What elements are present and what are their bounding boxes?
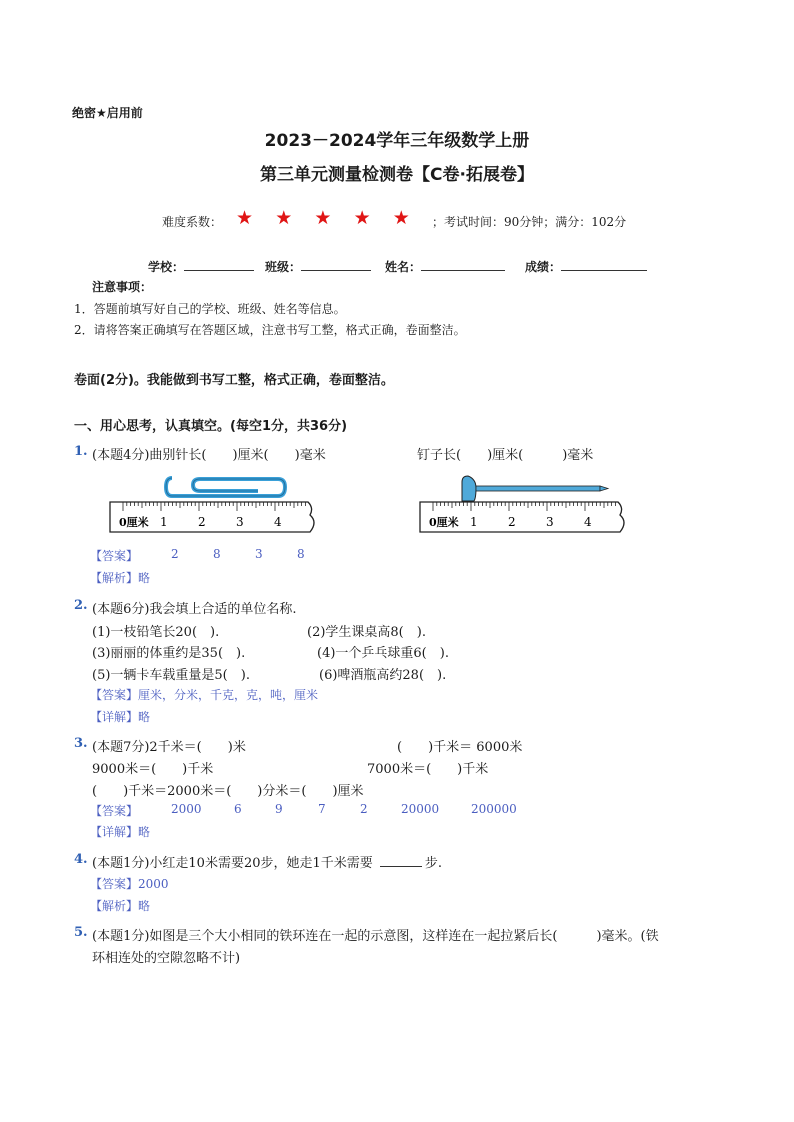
answer-text: 【答案】2000 (90, 877, 169, 891)
q5-text: (本题1分)如图是三个大小相同的铁环连在一起的示意图，这样连在一起拉紧后长( )毫米。(铁 (92, 929, 659, 944)
question-number: 2. (74, 598, 88, 613)
nail-tip (600, 486, 608, 491)
q2-item: (3)丽丽的体重约是35( ). (92, 646, 246, 661)
answer-label: 【答案】 (90, 549, 139, 563)
q5-text: 环相连处的空隙忽略不计) (92, 951, 241, 966)
school-label: 学校： (148, 260, 185, 274)
section-title: 一、用心思考，认真填空。(每空1分，共36分) (74, 419, 348, 434)
analysis-text: 【解析】略 (90, 899, 151, 913)
q2-item: (4)一个乒乓球重6( ). (317, 646, 449, 661)
question-number: 3. (74, 736, 88, 751)
answer-label: 【答案】 (90, 804, 139, 818)
analysis-text: 【解析】略 (90, 571, 151, 585)
class-label: 班级： (265, 260, 302, 274)
q1-text-nail: 钉子长( )厘米( )毫米 (417, 448, 594, 463)
name-label: 姓名： (385, 260, 422, 274)
school-blank[interactable] (184, 257, 254, 271)
ruler-nail-figure (418, 470, 633, 540)
star-icon: ★ (236, 207, 254, 229)
ruler-label: 2 (508, 515, 516, 529)
answer-value: 3 (255, 547, 263, 561)
answer-value: 2000 (171, 802, 202, 816)
q4-text (92, 852, 442, 871)
name-blank[interactable] (421, 257, 505, 271)
q4-blank[interactable] (380, 853, 422, 867)
score-field (525, 257, 647, 275)
notes-item: 1．答题前填写好自己的学校、班级、姓名等信息。 (74, 302, 346, 316)
q2-item: (1)一枝铅笔长20( ). (92, 625, 220, 640)
q3-line: 9000米＝( )千米 (92, 762, 214, 777)
ruler-paperclip-figure (108, 470, 323, 540)
neatness-statement: 卷面(2分)。我能做到书写工整，格式正确，卷面整洁。 (74, 373, 394, 388)
notes-item: 2．请将答案正确填写在答题区域，注意书写工整，格式正确，卷面整洁。 (74, 323, 466, 337)
score-blank[interactable] (561, 257, 647, 271)
ruler-label: 4 (584, 515, 592, 529)
name-field (385, 257, 505, 275)
difficulty-stars (236, 207, 410, 229)
difficulty-label: 难度系数： (162, 215, 223, 229)
answer-value: 6 (234, 802, 242, 816)
class-field (265, 257, 371, 275)
analysis-text: 【详解】略 (90, 710, 151, 724)
question-number: 5. (74, 925, 88, 940)
secret-label: 绝密★启用前 (72, 106, 143, 120)
star-icon: ★ (392, 207, 410, 229)
star-icon: ★ (353, 207, 371, 229)
star-icon: ★ (314, 207, 332, 229)
class-blank[interactable] (301, 257, 371, 271)
ruler-label-zero: 0厘米 (429, 516, 459, 529)
analysis-text: 【详解】略 (90, 825, 151, 839)
ruler-label: 3 (546, 515, 554, 529)
question-number: 4. (74, 852, 88, 867)
answer-text: 【答案】厘米，分米，千克，克，吨，厘米 (90, 688, 319, 702)
q3-line: (本题7分)2千米＝( )米 (92, 740, 246, 755)
q3-line: ( )千米＝ 6000米 (397, 740, 523, 755)
question-number: 1. (74, 444, 88, 459)
answer-value: 7 (318, 802, 326, 816)
exam-info: ；考试时间：90分钟；满分：102分 (432, 215, 627, 229)
answer-value: 200000 (471, 802, 517, 816)
answer-value: 2 (360, 802, 368, 816)
q2-text: (本题6分)我会填上合适的单位名称. (92, 602, 297, 617)
page-subtitle: 第三单元测量检测卷【C卷·拓展卷】 (260, 165, 534, 185)
nail-shaft (476, 486, 600, 491)
q2-item: (2)学生课桌高8( ). (307, 625, 426, 640)
ruler-label: 3 (236, 515, 244, 529)
page-title: 2023－2024学年三年级数学上册 (264, 131, 530, 151)
q4-question-end: 步. (424, 856, 443, 871)
q3-line: 7000米＝( )千米 (367, 762, 489, 777)
paperclip-icon (166, 478, 285, 496)
ruler-label: 4 (274, 515, 282, 529)
answer-value: 9 (275, 802, 283, 816)
answer-value: 2 (171, 547, 179, 561)
q3-line: ( )千米＝2000米＝( )分米＝( )厘米 (92, 784, 364, 799)
notes-heading: 注意事项： (92, 280, 153, 294)
score-label: 成绩： (525, 260, 562, 274)
q1-text-paperclip: (本题4分)曲别针长( )厘米( )毫米 (92, 448, 326, 463)
ruler-label-zero: 0厘米 (119, 516, 149, 529)
answer-value: 8 (297, 547, 305, 561)
star-icon: ★ (275, 207, 293, 229)
answer-value: 20000 (401, 802, 440, 816)
q4-question: (本题1分)小红走10米需要20步，她走1千米需要 (92, 856, 373, 871)
answer-value: 8 (213, 547, 221, 561)
school-field (148, 257, 254, 275)
q2-item: (5)一辆卡车载重量是5( ). (92, 668, 250, 683)
nail-head-icon (462, 476, 476, 501)
ruler-label: 1 (470, 515, 478, 529)
ruler-label: 2 (198, 515, 206, 529)
q2-item: (6)啤酒瓶高约28( ). (319, 668, 447, 683)
ruler-label: 1 (160, 515, 168, 529)
